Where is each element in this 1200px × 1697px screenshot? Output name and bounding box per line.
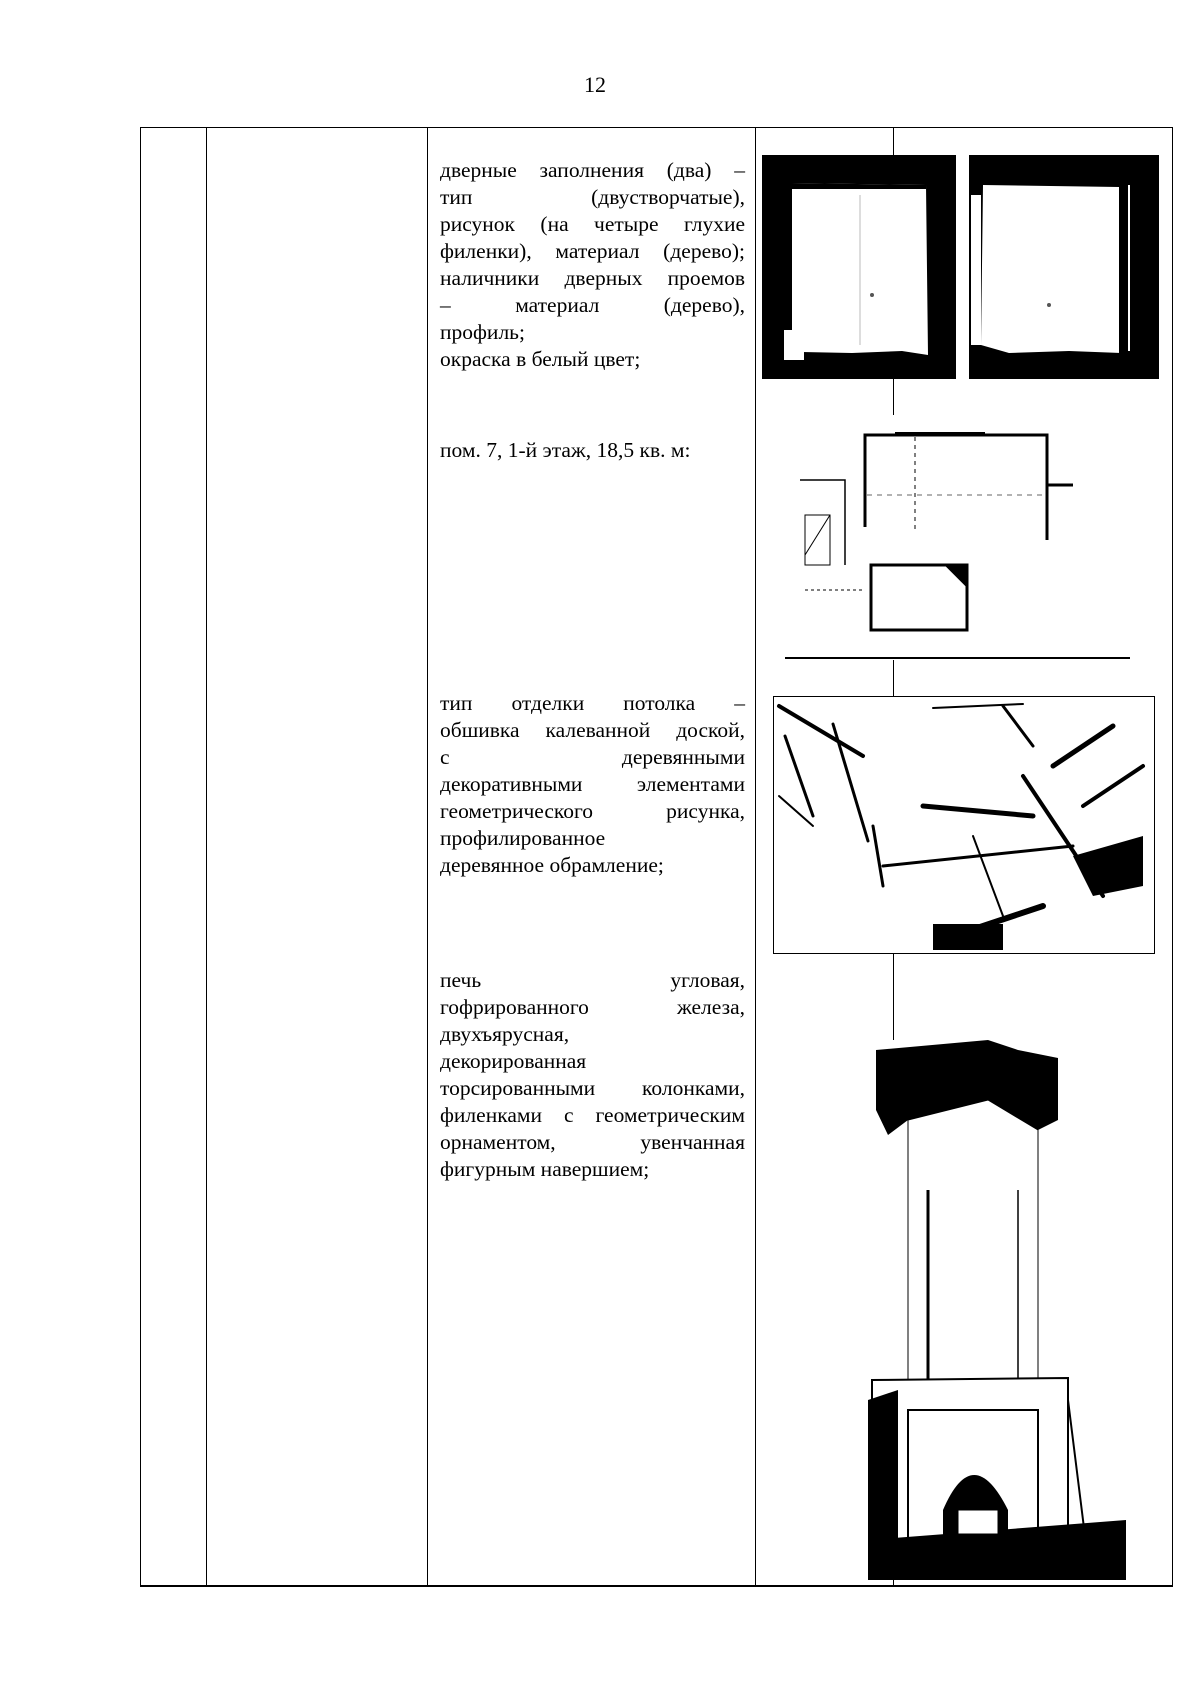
- text-line: окраска в белый цвет;: [440, 347, 641, 371]
- stove-photo: [868, 1040, 1126, 1580]
- text-line: пом. 7, 1-й этаж, 18,5 кв. м:: [440, 438, 691, 462]
- text-line: гофрированного железа,: [440, 995, 745, 1019]
- room-caption: [440, 437, 745, 464]
- text-line: рисунок (на четыре глухие: [440, 212, 745, 236]
- text-line: орнаментом, увенчанная: [440, 1130, 745, 1154]
- text-line: геометрического рисунка,: [440, 799, 745, 823]
- text-line: профилированное: [440, 826, 606, 850]
- column-divider: [755, 128, 756, 1585]
- text-line: обшивка калеванной доской,: [440, 718, 745, 742]
- text-line: дверные заполнения (два) –: [440, 158, 745, 182]
- column-divider: [427, 128, 428, 1585]
- door-photo-1: [762, 155, 956, 379]
- column-divider: [206, 128, 207, 1585]
- text-line: фигурным навершием;: [440, 1157, 650, 1181]
- text-line: декоративными элементами: [440, 772, 745, 796]
- ceiling-description: [440, 690, 745, 879]
- door-photo-2: [969, 155, 1159, 379]
- floor-plan-drawing: [785, 415, 1130, 660]
- stove-description: [440, 967, 745, 1183]
- text-line: тип отделки потолка –: [440, 691, 745, 715]
- doors-description: [440, 157, 745, 373]
- text-line: наличники дверных проемов: [440, 266, 745, 290]
- text-line: печь угловая,: [440, 968, 745, 992]
- text-line: с деревянными: [440, 745, 745, 769]
- text-line: тип (двустворчатые),: [440, 185, 745, 209]
- text-line: двухъярусная,: [440, 1022, 570, 1046]
- ceiling-photo: [773, 696, 1155, 954]
- text-line: филенками с геометрическим: [440, 1103, 745, 1127]
- text-line: декорированная: [440, 1049, 587, 1073]
- text-line: деревянное обрамление;: [440, 853, 664, 877]
- page-number: 12: [584, 72, 606, 97]
- text-line: – материал (дерево),: [440, 293, 745, 317]
- text-line: торсированными колонками,: [440, 1076, 745, 1100]
- text-line: профиль;: [440, 320, 525, 344]
- text-line: филенки), материал (дерево);: [440, 239, 745, 263]
